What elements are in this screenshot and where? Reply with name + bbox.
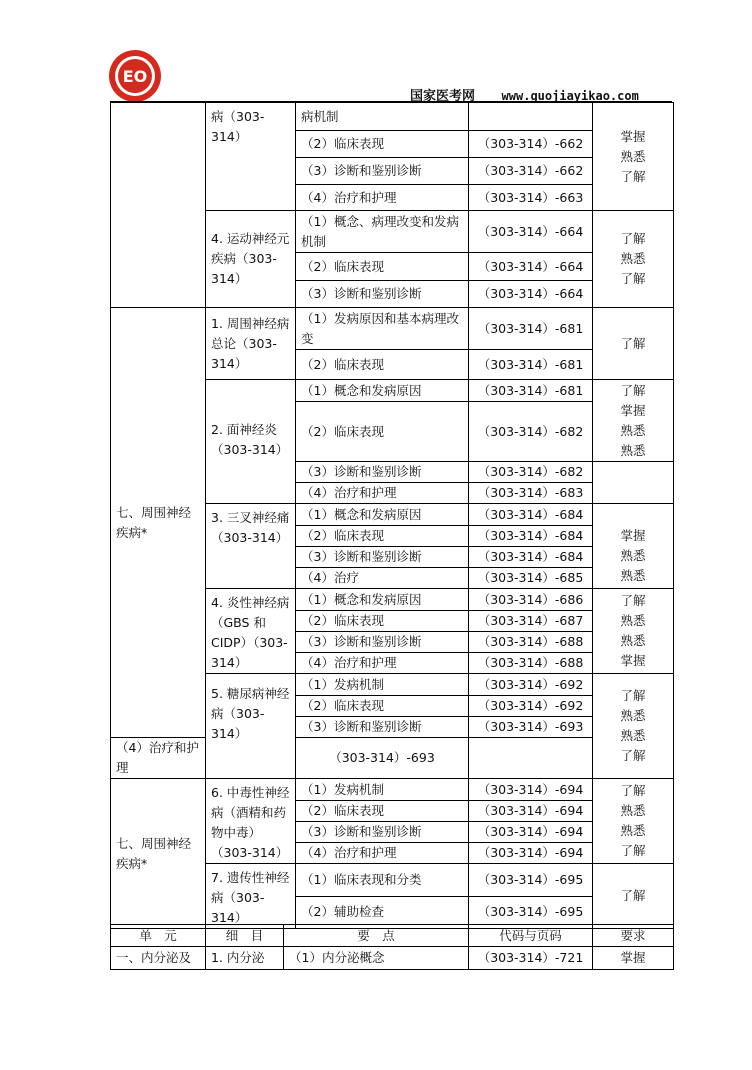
code-cell: （303-314）-694 [469, 779, 593, 801]
requirement-level: 熟悉 [620, 803, 646, 818]
subject-cell: 3. 三叉神经痛（303-314） [206, 504, 296, 589]
topic-cell: （1）发病机制 [296, 674, 469, 696]
code-cell: （303-314）-695 [469, 896, 593, 929]
topic-cell: （1）临床表现和分类 [296, 864, 469, 897]
logo-mark: EO [122, 67, 148, 86]
requirement-cell [593, 308, 674, 380]
requirement-level: 了解 [620, 168, 646, 184]
code-cell: （303-314）-688 [469, 653, 593, 674]
topic-cell: 病机制 [296, 103, 469, 131]
requirement-level: 熟悉 [620, 568, 646, 583]
code-cell: （303-314）-662 [469, 158, 593, 185]
topic-cell: （1）概念和发病原因 [296, 504, 469, 526]
topic-cell: （2）临床表现 [296, 611, 469, 632]
topic-cell: （1）发病机制 [296, 779, 469, 801]
topic-cell: （3）诊断和鉴别诊断 [296, 281, 469, 308]
site-url: www.guojiayikao.com [501, 89, 639, 103]
requirement-level: 熟悉 [620, 708, 646, 723]
requirement-level: 熟悉 [620, 823, 646, 838]
code-cell: （303-314）-694 [469, 843, 593, 864]
requirement-cell [593, 864, 674, 929]
requirement-level: 了解 [620, 748, 646, 763]
code-cell: （303-314）-694 [469, 801, 593, 822]
topic-cell: （3）诊断和鉴别诊断 [296, 158, 469, 185]
code-cell: （303-314）-694 [469, 822, 593, 843]
code-cell: （303-314）-693 [469, 717, 593, 738]
requirement-cell [593, 211, 674, 308]
requirement-level: 了解 [620, 231, 646, 246]
column-header: 代码与页码 [469, 925, 593, 947]
subject-cell: 4. 炎性神经病（GBS 和 CIDP）（303-314） [206, 589, 296, 674]
table-row [111, 779, 674, 801]
code-cell: （303-314）-664 [469, 211, 593, 253]
topic-cell: （4）治疗 [296, 568, 469, 589]
code-cell: （303-314）-662 [469, 131, 593, 158]
topic-cell: （2）辅助检查 [296, 896, 469, 929]
requirement-cell [593, 504, 674, 589]
subject-cell: 1. 周围神经病总论（303-314） [206, 308, 296, 380]
requirement-cell [593, 103, 674, 211]
code-cell: （303-314）-687 [469, 611, 593, 632]
requirement-level: 了解 [620, 335, 646, 351]
topic-cell: （2）临床表现 [296, 131, 469, 158]
unit-cell: 七、周围神经疾病* [111, 779, 206, 929]
table-row [111, 103, 674, 131]
topic-cell: （2）临床表现 [296, 526, 469, 547]
code-cell: （303-314）-681 [469, 380, 593, 402]
column-header: 要求 [593, 925, 674, 947]
requirement-level: 熟悉 [620, 728, 646, 743]
requirement-cell [593, 462, 674, 504]
code-cell: （303-314）-692 [469, 674, 593, 696]
code-cell: （303-314）-685 [469, 568, 593, 589]
subject-cell: 病（303-314） [206, 103, 296, 211]
column-header: 细 目 [206, 925, 284, 947]
topic-cell: （4）治疗和护理 [296, 653, 469, 674]
requirement-level: 掌握 [620, 528, 646, 543]
subject-cell: 6. 中毒性神经病（酒精和药物中毒）（303-314） [206, 779, 296, 864]
code-cell: （303-314）-684 [469, 504, 593, 526]
code-cell: （303-314）-681 [469, 350, 593, 380]
requirement-level: 掌握 [620, 128, 646, 144]
topic-cell: （1）概念和发病原因 [296, 589, 469, 611]
table-row [111, 738, 674, 779]
code-cell [469, 103, 593, 131]
requirement-level: 了解 [620, 888, 646, 903]
topic-cell: （4）治疗和护理 [296, 185, 469, 211]
subject-cell: 1. 内分泌 [206, 947, 284, 970]
requirement-level: 熟悉 [620, 442, 646, 458]
syllabus-table-2 [110, 924, 674, 970]
topic-cell: （1）概念、病理改变和发病机制 [296, 211, 469, 253]
requirement-level: 了解 [620, 783, 646, 798]
logo [108, 49, 162, 103]
column-header: 要 点 [284, 925, 469, 947]
code-cell: （303-314）-683 [469, 483, 593, 504]
requirement-level: 掌握 [620, 653, 646, 668]
unit-cell [111, 103, 206, 308]
code-cell: （303-314）-664 [469, 281, 593, 308]
topic-cell: （2）临床表现 [296, 350, 469, 380]
requirement-level: 掌握 [620, 402, 646, 418]
topic-cell: （3）诊断和鉴别诊断 [296, 462, 469, 483]
requirement-level: 熟悉 [620, 422, 646, 438]
code-cell: （303-314）-664 [469, 253, 593, 281]
code-cell: （303-314）-686 [469, 589, 593, 611]
topic-cell: （1）概念和发病原因 [296, 380, 469, 402]
requirement-level: 熟悉 [620, 548, 646, 563]
subject-cell: 5. 糖尿病神经病（303-314） [206, 674, 296, 779]
topic-cell: （2）临床表现 [296, 402, 469, 462]
topic-cell: （3）诊断和鉴别诊断 [296, 822, 469, 843]
requirement-level: 熟悉 [620, 633, 646, 648]
subject-cell: 2. 面神经炎（303-314） [206, 380, 296, 504]
syllabus-table [110, 102, 674, 929]
topic-cell: （4）治疗和护理 [111, 738, 206, 779]
unit-cell: 七、周围神经疾病* [111, 308, 206, 738]
requirement-level: 了解 [620, 382, 646, 398]
requirement-level: 了解 [620, 843, 646, 858]
header-row [111, 925, 674, 947]
topic-cell: （2）临床表现 [296, 696, 469, 717]
requirement-cell [593, 674, 674, 779]
requirement-cell [593, 380, 674, 462]
topic-cell: （2）临床表现 [296, 801, 469, 822]
requirement-level: 熟悉 [620, 613, 646, 628]
requirement-level: 熟悉 [620, 148, 646, 164]
table-row [111, 947, 674, 970]
code-cell: （303-314）-692 [469, 696, 593, 717]
topic-cell: （2）临床表现 [296, 253, 469, 281]
code-cell: （303-314）-721 [469, 947, 593, 970]
code-cell: （303-314）-681 [469, 308, 593, 350]
code-cell: （303-314）-682 [469, 462, 593, 483]
requirement-cell [593, 589, 674, 674]
topic-cell: （3）诊断和鉴别诊断 [296, 632, 469, 653]
unit-cell: 一、内分泌及 [111, 947, 206, 970]
requirement-level: 了解 [620, 271, 646, 286]
requirement-level: 熟悉 [620, 251, 646, 266]
subject-cell: 7. 遗传性神经病（303-314） [206, 864, 296, 929]
table-row [111, 308, 674, 350]
code-cell: （303-314）-684 [469, 526, 593, 547]
code-cell: （303-314）-682 [469, 402, 593, 462]
topic-cell: （1）发病原因和基本病理改变 [296, 308, 469, 350]
subject-cell: 4. 运动神经元疾病（303-314） [206, 211, 296, 308]
code-cell: （303-314）-684 [469, 547, 593, 568]
topic-cell: （3）诊断和鉴别诊断 [296, 717, 469, 738]
requirement-cell: 掌握 [593, 947, 674, 970]
site-name: 国家医考网 [410, 89, 476, 104]
topic-cell: （3）诊断和鉴别诊断 [296, 547, 469, 568]
topic-cell: （1）内分泌概念 [284, 947, 469, 970]
requirement-level: 了解 [620, 593, 646, 608]
topic-cell: （4）治疗和护理 [296, 483, 469, 504]
column-header: 单 元 [111, 925, 206, 947]
code-cell: （303-314）-695 [469, 864, 593, 897]
code-cell: （303-314）-663 [469, 185, 593, 211]
requirement-cell [593, 779, 674, 864]
topic-cell: （4）治疗和护理 [296, 843, 469, 864]
requirement-level: 了解 [620, 688, 646, 703]
code-cell: （303-314）-688 [469, 632, 593, 653]
code-cell: （303-314）-693 [296, 738, 469, 779]
